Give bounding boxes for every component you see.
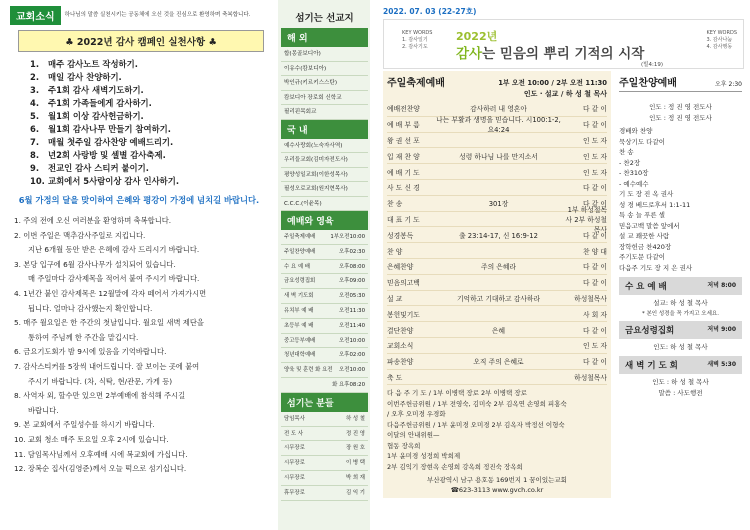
sched-name: 유치부 예 배 <box>284 307 314 314</box>
abroad-header: 해 외 <box>281 28 368 47</box>
sched-value: 오후08:00 <box>339 263 365 270</box>
abroad-list <box>281 47 368 120</box>
order-row <box>387 338 607 354</box>
campaign-item <box>30 175 262 188</box>
schedule-header: 예배와 영육 <box>281 211 368 230</box>
campaign-number: 2. <box>30 72 40 82</box>
mission-column <box>278 0 370 530</box>
news-item: 6. 금요기도회가 밤 9시에 있음을 기억바랍니다. <box>14 347 167 357</box>
campaign-number: 7. <box>30 137 40 147</box>
abroad-item: 이유수(캄보디아) <box>281 62 368 77</box>
order-item: 은혜찬양 <box>387 263 414 272</box>
pm-line: 경배와 찬양 <box>619 127 653 135</box>
order-content: 기억하고 기대하고 감사하라 <box>456 294 541 303</box>
news-item: 12. 장복순 집사(김영준)께서 오늘 떡으로 섬기십니다. <box>14 464 187 474</box>
pm-worship-time: 오후 2:30 <box>715 81 742 88</box>
wed-lead: 설교: 하 성 철 목사 <box>653 299 708 307</box>
campaign-number: 5. <box>30 111 40 121</box>
order-item: 입 재 찬 양 <box>387 152 420 161</box>
order-leader: 찬 양 대 <box>582 247 607 256</box>
order-item: 왕 권 선 포 <box>387 136 420 145</box>
bulletin-column <box>375 0 750 530</box>
staff-row <box>281 441 368 456</box>
staff-list <box>281 412 368 501</box>
next-line: / 오후 오미경 우경화 <box>387 410 446 419</box>
campaign-title: ♣ 2022년 감사 캠페인 실천사항 ♣ <box>18 30 264 52</box>
dawn-time: 새벽 5:30 <box>707 361 736 368</box>
church-contact: ☎623-3113 www.gvch.co.kr <box>450 486 544 495</box>
sched-value: 오전10:00 <box>339 367 365 374</box>
order-item: 예 배 부 름 <box>387 121 420 130</box>
staff-value: 박 희 재 <box>345 474 365 481</box>
pm-line: 설 교 꽤끗한 사람 <box>619 232 670 240</box>
sched-name: 수 요 예 배 <box>284 263 310 270</box>
sched-row <box>281 260 368 275</box>
sched-row <box>281 378 368 393</box>
sched-value: 오전05:30 <box>339 293 365 300</box>
next-line: 2부 김익기 장현옥 손영희 강옥희 정진숙 장옥희 <box>387 462 523 471</box>
keyword-line: 2. 감사기도 <box>402 44 428 50</box>
main-worship-lead: 인도 · 설교 / 하 성 철 목사 <box>523 90 607 98</box>
campaign-number: 6. <box>30 124 40 134</box>
sched-name: 금요성령집회 <box>284 278 316 285</box>
pm-line: 찬 송 <box>619 148 634 156</box>
order-row <box>387 291 607 307</box>
dawn-lead: 인도 : 하 성 철 목사 <box>652 378 709 386</box>
pm-lead-2: 인도 : 정 진 영 전도사 <box>649 113 712 122</box>
abroad-item: 캄보디아 장로회 신학교 <box>281 91 368 106</box>
main-worship <box>383 71 611 498</box>
order-row <box>387 259 607 275</box>
sched-value: 오후09:00 <box>339 278 365 285</box>
news-item: 8. 사역자 외, 할수만 있으면 2부예배에 참석해 주시길 <box>14 391 186 401</box>
worship-area <box>383 71 744 498</box>
theme-year: 2022년 <box>456 30 498 43</box>
news-item: 3. 본당 입구에 6월 감사나무가 설치되어 있습니다. <box>14 259 176 269</box>
domestic-item: C.C.C.(이윤목) <box>281 197 368 212</box>
staff-value: 하 성 철 <box>345 415 365 422</box>
notice-badge: 교회소식 <box>10 6 61 25</box>
order-content: 주의 은혜라 <box>481 263 516 272</box>
campaign-text: 주1회 감사 새벽기도하기. <box>48 85 144 95</box>
next-line: 이번주헌금위원 / 1부 전영숙, 김미숙 2부 김옥연 손영희 피홍숙 <box>387 399 567 408</box>
campaign-text: 매일 감사 찬양하기. <box>48 72 122 82</box>
order-leader: 인 도 자 <box>582 152 607 161</box>
pm-line: - 찬2장 <box>619 158 641 167</box>
church-address: 부산광역시 남구 용호동 169번지 1 꿈이있는교회 <box>427 476 567 485</box>
news-item: 5. 매주 월요일은 한 주간의 첫날입니다. 월요일 새벽 제단을 <box>14 318 204 328</box>
next-line: 다 음 주 기 도 / 1부 이병택 장로 2부 이병택 장로 <box>387 389 527 398</box>
keyword-line: 4. 감사행동 <box>706 44 733 50</box>
theme-verse: (빌4:19) <box>641 62 663 68</box>
pm-line: 묵상기도 다같이 <box>619 137 666 146</box>
sched-name: 양육 및 훈련 화 요전 <box>284 367 333 374</box>
order-of-worship <box>387 101 607 385</box>
campaign-text: 주1회 가족들에게 감사하기. <box>48 98 152 108</box>
sched-row <box>281 348 368 363</box>
order-item: 봉헌및기도 <box>387 310 420 319</box>
order-row <box>387 354 607 370</box>
dawn-word: 말씀 : 사도행전 <box>658 388 703 397</box>
abroad-item: 필리핀목회교 <box>281 105 368 120</box>
sched-row <box>281 304 368 319</box>
order-leader: 다 같 이 <box>582 326 607 335</box>
staff-name: 시무장로 <box>284 445 305 452</box>
theme-text <box>456 42 644 62</box>
campaign-item <box>30 84 262 97</box>
sched-row <box>281 274 368 289</box>
campaign-text: 월1회 감사나무 만들기 참여하기. <box>48 124 171 134</box>
order-content: 성령 하나님 나를 만지소서 <box>459 152 538 161</box>
campaign-number: 1. <box>30 59 40 69</box>
staff-value: 정 진 영 <box>345 430 365 437</box>
order-item: 사 도 신 경 <box>387 184 420 193</box>
campaign-item <box>30 149 262 162</box>
campaign-text: 매주 감사노트 작성하기. <box>48 59 138 69</box>
order-row <box>387 227 607 243</box>
keywords-right <box>707 30 737 51</box>
campaign-number: 9. <box>30 163 40 173</box>
staff-row <box>281 427 368 442</box>
sched-name: 주일찬양예배 <box>284 248 316 255</box>
sched-value: 오전11:30 <box>339 307 365 314</box>
sched-name: 청년대학예배 <box>284 352 316 359</box>
campaign-item <box>30 162 262 175</box>
next-line: 이달의 안내위원— <box>387 431 440 440</box>
order-leader: 다 같 이 <box>582 358 607 367</box>
order-leader: 인 도 자 <box>582 136 607 145</box>
order-leader: 다 같 이 <box>582 200 607 209</box>
order-item: 교회소식 <box>387 342 414 351</box>
order-row <box>387 243 607 259</box>
keyword-line: 1. 감사일기 <box>402 37 428 43</box>
abroad-item: 박인규(키르키스스탄) <box>281 76 368 91</box>
domestic-item: 평양성일교회(이한성목사) <box>281 168 368 183</box>
keyword-line: 3. 감사나눔 <box>706 37 733 43</box>
dawn-header <box>619 356 742 374</box>
news-list <box>10 214 268 477</box>
staff-row <box>281 456 368 471</box>
order-leader: 1부 하성철목사 2부 하성철목사 <box>565 205 607 234</box>
pm-line: - 예수예수 <box>619 179 649 188</box>
domestic-item: 우리들교회(김미자전도사) <box>281 153 368 168</box>
pm-line: 믿음고백 말씀 앞에서 <box>619 221 680 230</box>
notice-header <box>10 6 268 25</box>
order-row <box>387 164 607 180</box>
sched-value: 오후02:00 <box>339 352 365 359</box>
next-line: 다음주헌금위원 / 1부 윤미경 오미경 2부 김옥자 박정선 이형숙 <box>387 420 565 429</box>
order-leader: 다 같 이 <box>582 231 607 240</box>
order-leader: 다 같 이 <box>582 279 607 288</box>
pm-line: 기 도 장 진 옥 권사 <box>619 190 674 198</box>
order-item: 결단찬양 <box>387 326 414 335</box>
order-row <box>387 180 607 196</box>
wed-note: * 본인 성경을 꼭 가지고 오세요. <box>642 310 719 317</box>
sched-row <box>281 230 368 245</box>
sched-value: 오전10:00 <box>339 337 365 344</box>
main-worship-time: 1부 오전 10:00 / 2부 오전 11:30 <box>498 78 607 87</box>
order-leader: 다 같 이 <box>582 121 607 130</box>
sched-row <box>281 363 368 378</box>
staff-name: 시무장로 <box>284 460 305 467</box>
news-item: 1. 주의 전에 오신 여러분을 환영하며 축복합니다. <box>14 216 172 225</box>
sched-row <box>281 245 368 260</box>
wed-time: 저녁 8:00 <box>707 282 736 289</box>
order-item: 대 표 기 도 <box>387 215 420 224</box>
order-content: 은혜 <box>491 326 506 335</box>
campaign-number: 8. <box>30 150 40 160</box>
schedule-list <box>281 230 368 393</box>
pm-order <box>619 126 742 273</box>
news-item: 지난 6개월 동안 받은 은혜에 감사 드리시기 바랍니다. <box>28 245 200 255</box>
staff-row <box>281 412 368 427</box>
domestic-item: 예수사랑회(노숙자사역) <box>281 139 368 154</box>
campaign-number: 10. <box>30 176 45 186</box>
pm-line: 다음주 기도 장 지 은 권사 <box>619 263 693 272</box>
order-row <box>387 370 607 386</box>
june-message: 6월 가정의 달을 맞이하여 은혜와 평강이 가정에 넘치길 바랍니다. <box>18 195 260 205</box>
main-worship-title: 주일축제예배 <box>387 78 445 89</box>
news-item: 주시기 바랍니다. (차, 식탁, 현/관문, 가게 등) <box>28 376 173 386</box>
dawn-title: 새 벽 기 도 회 <box>625 361 678 371</box>
wed-title: 수 요 예 배 <box>625 282 667 292</box>
notice-column <box>0 0 276 530</box>
theme-highlight: 감사 <box>456 46 483 62</box>
campaign-item <box>30 97 262 110</box>
mission-title: 섬기는 선교지 <box>295 13 354 24</box>
sched-name: 주일축제예배 <box>284 234 316 240</box>
theme-rest: 는 믿음의 뿌리 기적의 시작 <box>482 46 645 62</box>
campaign-text: 교회에서 5사람이상 감사 인사하기. <box>48 176 180 186</box>
next-line: 1부 윤미경 성정희 박희제 <box>387 452 461 461</box>
order-row <box>387 275 607 291</box>
theme-banner <box>383 19 744 69</box>
keyword-line: KEY WORDS <box>706 30 737 36</box>
campaign-text: 월1회 이상 감사헌금하기. <box>48 111 144 121</box>
order-row <box>387 133 607 149</box>
fri-time: 저녁 9:00 <box>707 325 736 333</box>
order-item: 찬 송 <box>387 200 403 209</box>
news-item: 2. 이번 주일은 맥추감사주일로 지킵니다. <box>14 230 146 240</box>
pm-line: 성 경 베드로후서 1:1-11 <box>619 200 691 209</box>
pm-line: 특 송 늘 푸른 셀 <box>619 211 665 219</box>
order-row <box>387 322 607 338</box>
campaign-text: 년2회 사랑방 및 셀별 감사축제. <box>48 150 166 160</box>
staff-name: 시무장로 <box>284 474 305 481</box>
order-leader: 다 같 이 <box>582 263 607 272</box>
pm-line: 장학헌금 찬420장 <box>619 242 672 251</box>
order-content: 나는 부활과 생명을 믿습니다. 시100:1-2, 요4:24 <box>436 116 561 135</box>
next-line: 협동 장옥희 <box>387 441 421 450</box>
pm-line: - 찬310장 <box>619 169 649 177</box>
sched-value: 1부오전10:00 <box>330 234 365 240</box>
order-item: 예 배 기 도 <box>387 168 420 177</box>
order-content: 출 23:14-17, 신 16:9-12 <box>459 231 538 240</box>
sched-name: 중고등부예배 <box>284 337 316 344</box>
order-item: 성경봉독 <box>387 231 414 240</box>
order-leader: 인 도 자 <box>582 342 607 351</box>
news-item: 9. 본 교회에서 주일성수를 하시기 바랍니다. <box>14 420 155 430</box>
sched-value: 오전11:40 <box>339 322 365 329</box>
fri-header <box>619 321 742 339</box>
domestic-header: 국 내 <box>281 120 368 139</box>
news-item: 4. 1년간 붙인 감사제목은 12월말에 각자 떼어서 가져가시면 <box>14 288 207 298</box>
order-row <box>387 306 607 322</box>
order-item: 믿음의고백 <box>387 279 420 288</box>
wed-header <box>619 277 742 295</box>
order-item: 설 교 <box>387 294 403 303</box>
staff-name: 휴무장로 <box>284 489 305 496</box>
campaign-text: 매월 첫주일 감사찬양 예배드리기. <box>48 137 174 147</box>
order-row <box>387 148 607 164</box>
notice-subtitle: 하나님의 말씀 실천시키는 공동체에 오신 것을 진심으로 환영하며 축복합니다. <box>64 11 251 18</box>
order-leader: 다 같 이 <box>582 105 607 114</box>
staff-name: 전 도 사 <box>284 430 304 437</box>
order-leader: 하성철목사 <box>574 373 607 382</box>
order-leader: 다 같 이 <box>582 184 607 193</box>
news-item: 7. 감사스티커를 5장씩 내어드립니다. 잘 보이는 곳에 붙여 <box>14 361 200 371</box>
staff-header: 섬기는 분들 <box>281 393 368 412</box>
news-item: 바랍니다. <box>28 405 59 415</box>
staff-value: 김 익 기 <box>345 489 365 496</box>
keywords-left <box>402 30 432 51</box>
order-content: 오직 주의 은혜로 <box>473 358 524 367</box>
domestic-item: 필성오로교회(원지현목사) <box>281 182 368 197</box>
order-item: 찬 양 <box>387 247 403 256</box>
campaign-item <box>30 71 262 84</box>
campaign-item <box>30 136 262 149</box>
order-leader: 하성철목사 <box>574 294 607 303</box>
order-content: 301장 <box>488 200 509 209</box>
sched-row <box>281 334 368 349</box>
order-item: 파송찬양 <box>387 358 414 367</box>
sched-value: 오후02:30 <box>339 248 365 255</box>
order-item: 예배전찬양 <box>387 105 420 114</box>
sched-row <box>281 289 368 304</box>
sched-row <box>281 319 368 334</box>
campaign-number: 4. <box>30 98 40 108</box>
staff-row <box>281 486 368 501</box>
fri-lead: 인도: 하 성 철 목사 <box>653 342 708 351</box>
fri-title: 금요성령집회 <box>625 325 675 336</box>
order-content: 감사하러 내 영혼아 <box>470 105 527 114</box>
abroad-item: 합(몽골보디아) <box>281 47 368 62</box>
news-item: 됩니다. 얼마나 감사했는지 확인합니다. <box>28 303 153 313</box>
order-leader: 사 회 자 <box>582 310 607 319</box>
pm-lead-1: 인도 : 정 진 영 전도사 <box>649 103 712 111</box>
campaign-list <box>10 56 268 190</box>
sched-value: 화 요후08:20 <box>332 381 365 388</box>
news-item: 11. 담임목사님께서 오후예배 시에 복교회에 가십니다. <box>14 449 188 459</box>
order-row <box>387 117 607 133</box>
pm-line: 주기도문 다같이 <box>619 253 666 261</box>
news-item: 통하여 주님께 한 주간을 맡깁시다. <box>28 332 139 342</box>
staff-value: 장 원 호 <box>345 445 365 452</box>
campaign-item <box>30 110 262 123</box>
order-item: 축 도 <box>387 373 403 382</box>
pm-worship-title: 주일찬양예배 <box>619 78 677 89</box>
campaign-item <box>30 58 262 71</box>
order-leader: 인 도 자 <box>582 168 607 177</box>
campaign-number: 3. <box>30 85 40 95</box>
news-item: 10. 교회 청소 매주 토요일 오후 2시에 있습니다. <box>14 434 169 444</box>
campaign-text: 전교인 감사 스티커 붙이기. <box>48 163 149 173</box>
bulletin-date: 2022. 07. 03 (22-27호) <box>383 7 477 16</box>
staff-row <box>281 471 368 486</box>
campaign-item <box>30 123 262 136</box>
sched-name: 초등부 예 배 <box>284 322 314 329</box>
news-item: 매 주일마다 감사제목을 적어서 붙여 주시기 바랍니다. <box>28 274 200 284</box>
order-row <box>387 205 607 234</box>
domestic-list <box>281 139 368 212</box>
keyword-line: KEY WORDS <box>402 30 433 36</box>
staff-value: 이 병 택 <box>345 460 365 467</box>
sched-name: 새 벽 기도회 <box>284 293 314 300</box>
side-services <box>617 71 744 498</box>
staff-name: 담임목사 <box>284 415 305 422</box>
next-week-info <box>387 388 607 472</box>
